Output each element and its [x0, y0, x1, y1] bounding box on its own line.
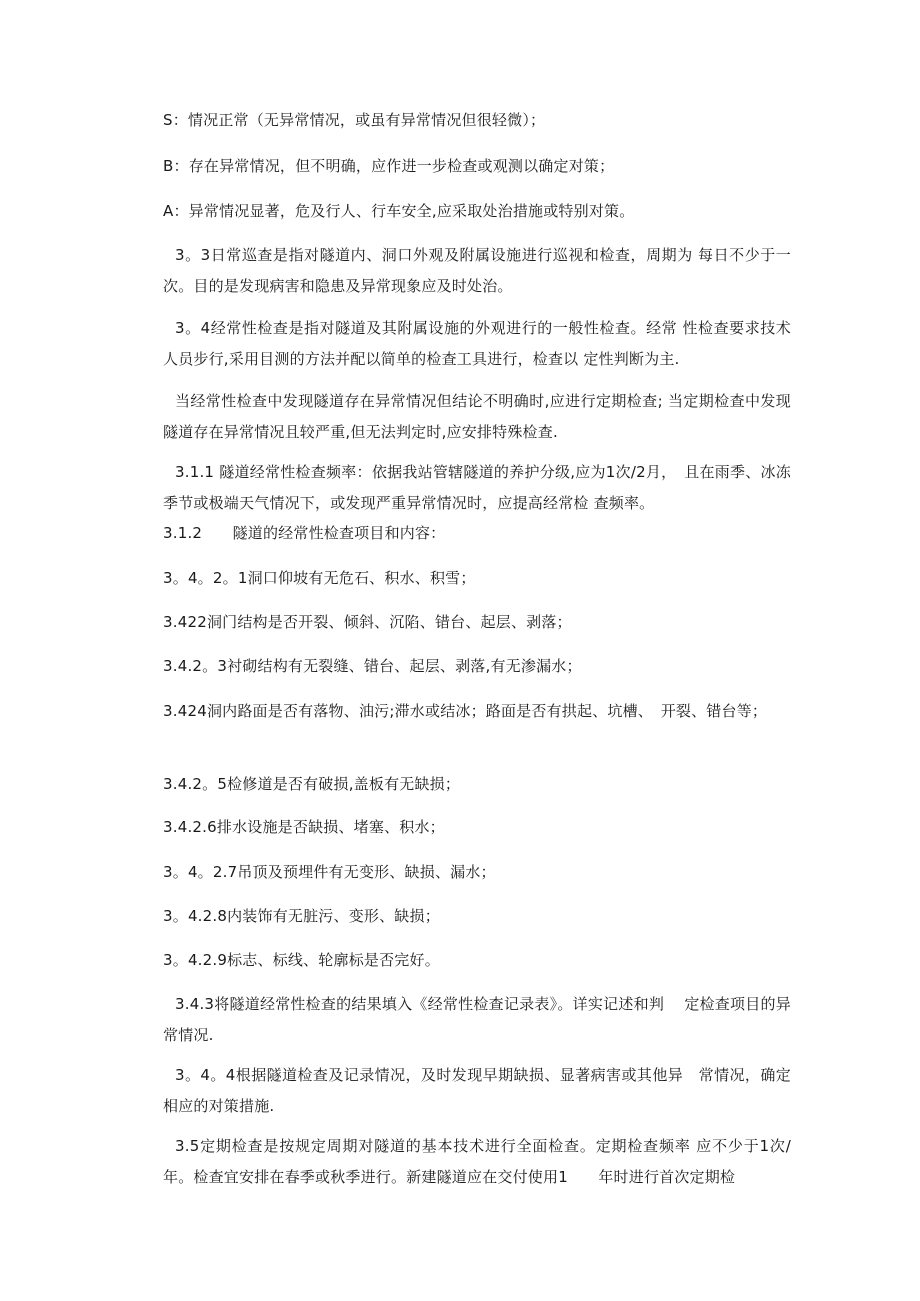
- paragraph-3-1-1: 3.1.1 隧道经常性检查频率：依据我站管辖隧道的养护分级,应为1次/2月， 且在雨季、冰冻季节或极端天气情况下，或发现严重异常情况时，应提高经常检 查频率。: [163, 463, 791, 512]
- paragraph-3-4-2-1: 3。4。2。1洞口仰坡有无危石、积水、积雪；: [163, 569, 476, 587]
- paragraph-3-4-2-8: 3。4.2.8内装饰有无脏污、变形、缺损；: [163, 907, 440, 925]
- paragraph-3-3: 3。3日常巡查是指对隧道内、洞口外观及附属设施进行巡视和检查，周期为 每日不少于一次。目的是发现病害和隐患及异常现象应及时处治。: [163, 246, 791, 295]
- paragraph-grade-a: A：异常情况显著，危及行人、行车安全,应采取处治措施或特别对策。: [163, 202, 635, 220]
- paragraph-3-4-2-9: 3。4.2.9标志、标线、轮廓标是否完好。: [163, 951, 440, 969]
- paragraph-3-4-2-4: 3.424洞内路面是否有落物、油污;滞水或结冰；路面是否有拱起、坑槽、 开裂、错台等；: [163, 702, 768, 720]
- paragraph-3-4-3: 3.4.3将隧道经常性检查的结果填入《经常性检查记录表》。详实记述和判 定检查项目的异常情况.: [163, 995, 791, 1044]
- paragraph-3-5: 3.5定期检查是按规定周期对隧道的基本技术进行全面检查。定期检查频率 应不少于1次/年。检查宜安排在春季或秋季进行。新建隧道应在交付使用1 年时进行首次定期检: [163, 1137, 791, 1186]
- paragraph-3-4-2-5: 3.4.2。5检修道是否有破损,盖板有无缺损；: [163, 775, 461, 793]
- paragraph-3-4-4: 3。4。4根据隧道检查及记录情况，及时发现早期缺损、显著病害或其他异 常情况，确定相应的对策措施.: [163, 1066, 791, 1115]
- paragraph-3-4-2-2: 3.422洞门结构是否开裂、倾斜、沉陷、错台、起层、剥落；: [163, 613, 572, 631]
- paragraph-grade-b: B：存在异常情况，但不明确，应作进一步检查或观测以确定对策；: [163, 157, 615, 175]
- paragraph-3-4: 3。4经常性检查是指对隧道及其附属设施的外观进行的一般性检查。经常 性检查要求技术人员步行,采用目测的方法并配以简单的检查工具进行，检查以 定性判断为主.: [163, 319, 791, 368]
- paragraph-grade-s: S：情况正常（无异常情况，或虽有异常情况但很轻微）；: [163, 111, 546, 129]
- paragraph-3-4-2-3: 3.4.2。3衬砌结构有无裂缝、错台、起层、剥落,有无渗漏水；: [163, 657, 582, 675]
- paragraph-periodic-note: 当经常性检查中发现隧道存在异常情况但结论不明确时,应进行定期检查; 当定期检查中发现隧道存在异常情况且较严重,但无法判定时,应安排特殊检查.: [163, 392, 791, 441]
- paragraph-3-4-2-6: 3.4.2.6排水设施是否缺损、堵塞、积水；: [163, 818, 445, 836]
- paragraph-3-4-2-7: 3。4。2.7吊顶及预埋件有无变形、缺损、漏水；: [163, 863, 496, 881]
- paragraph-3-1-2: 3.1.2 隧道的经常性检查项目和内容：: [163, 524, 446, 542]
